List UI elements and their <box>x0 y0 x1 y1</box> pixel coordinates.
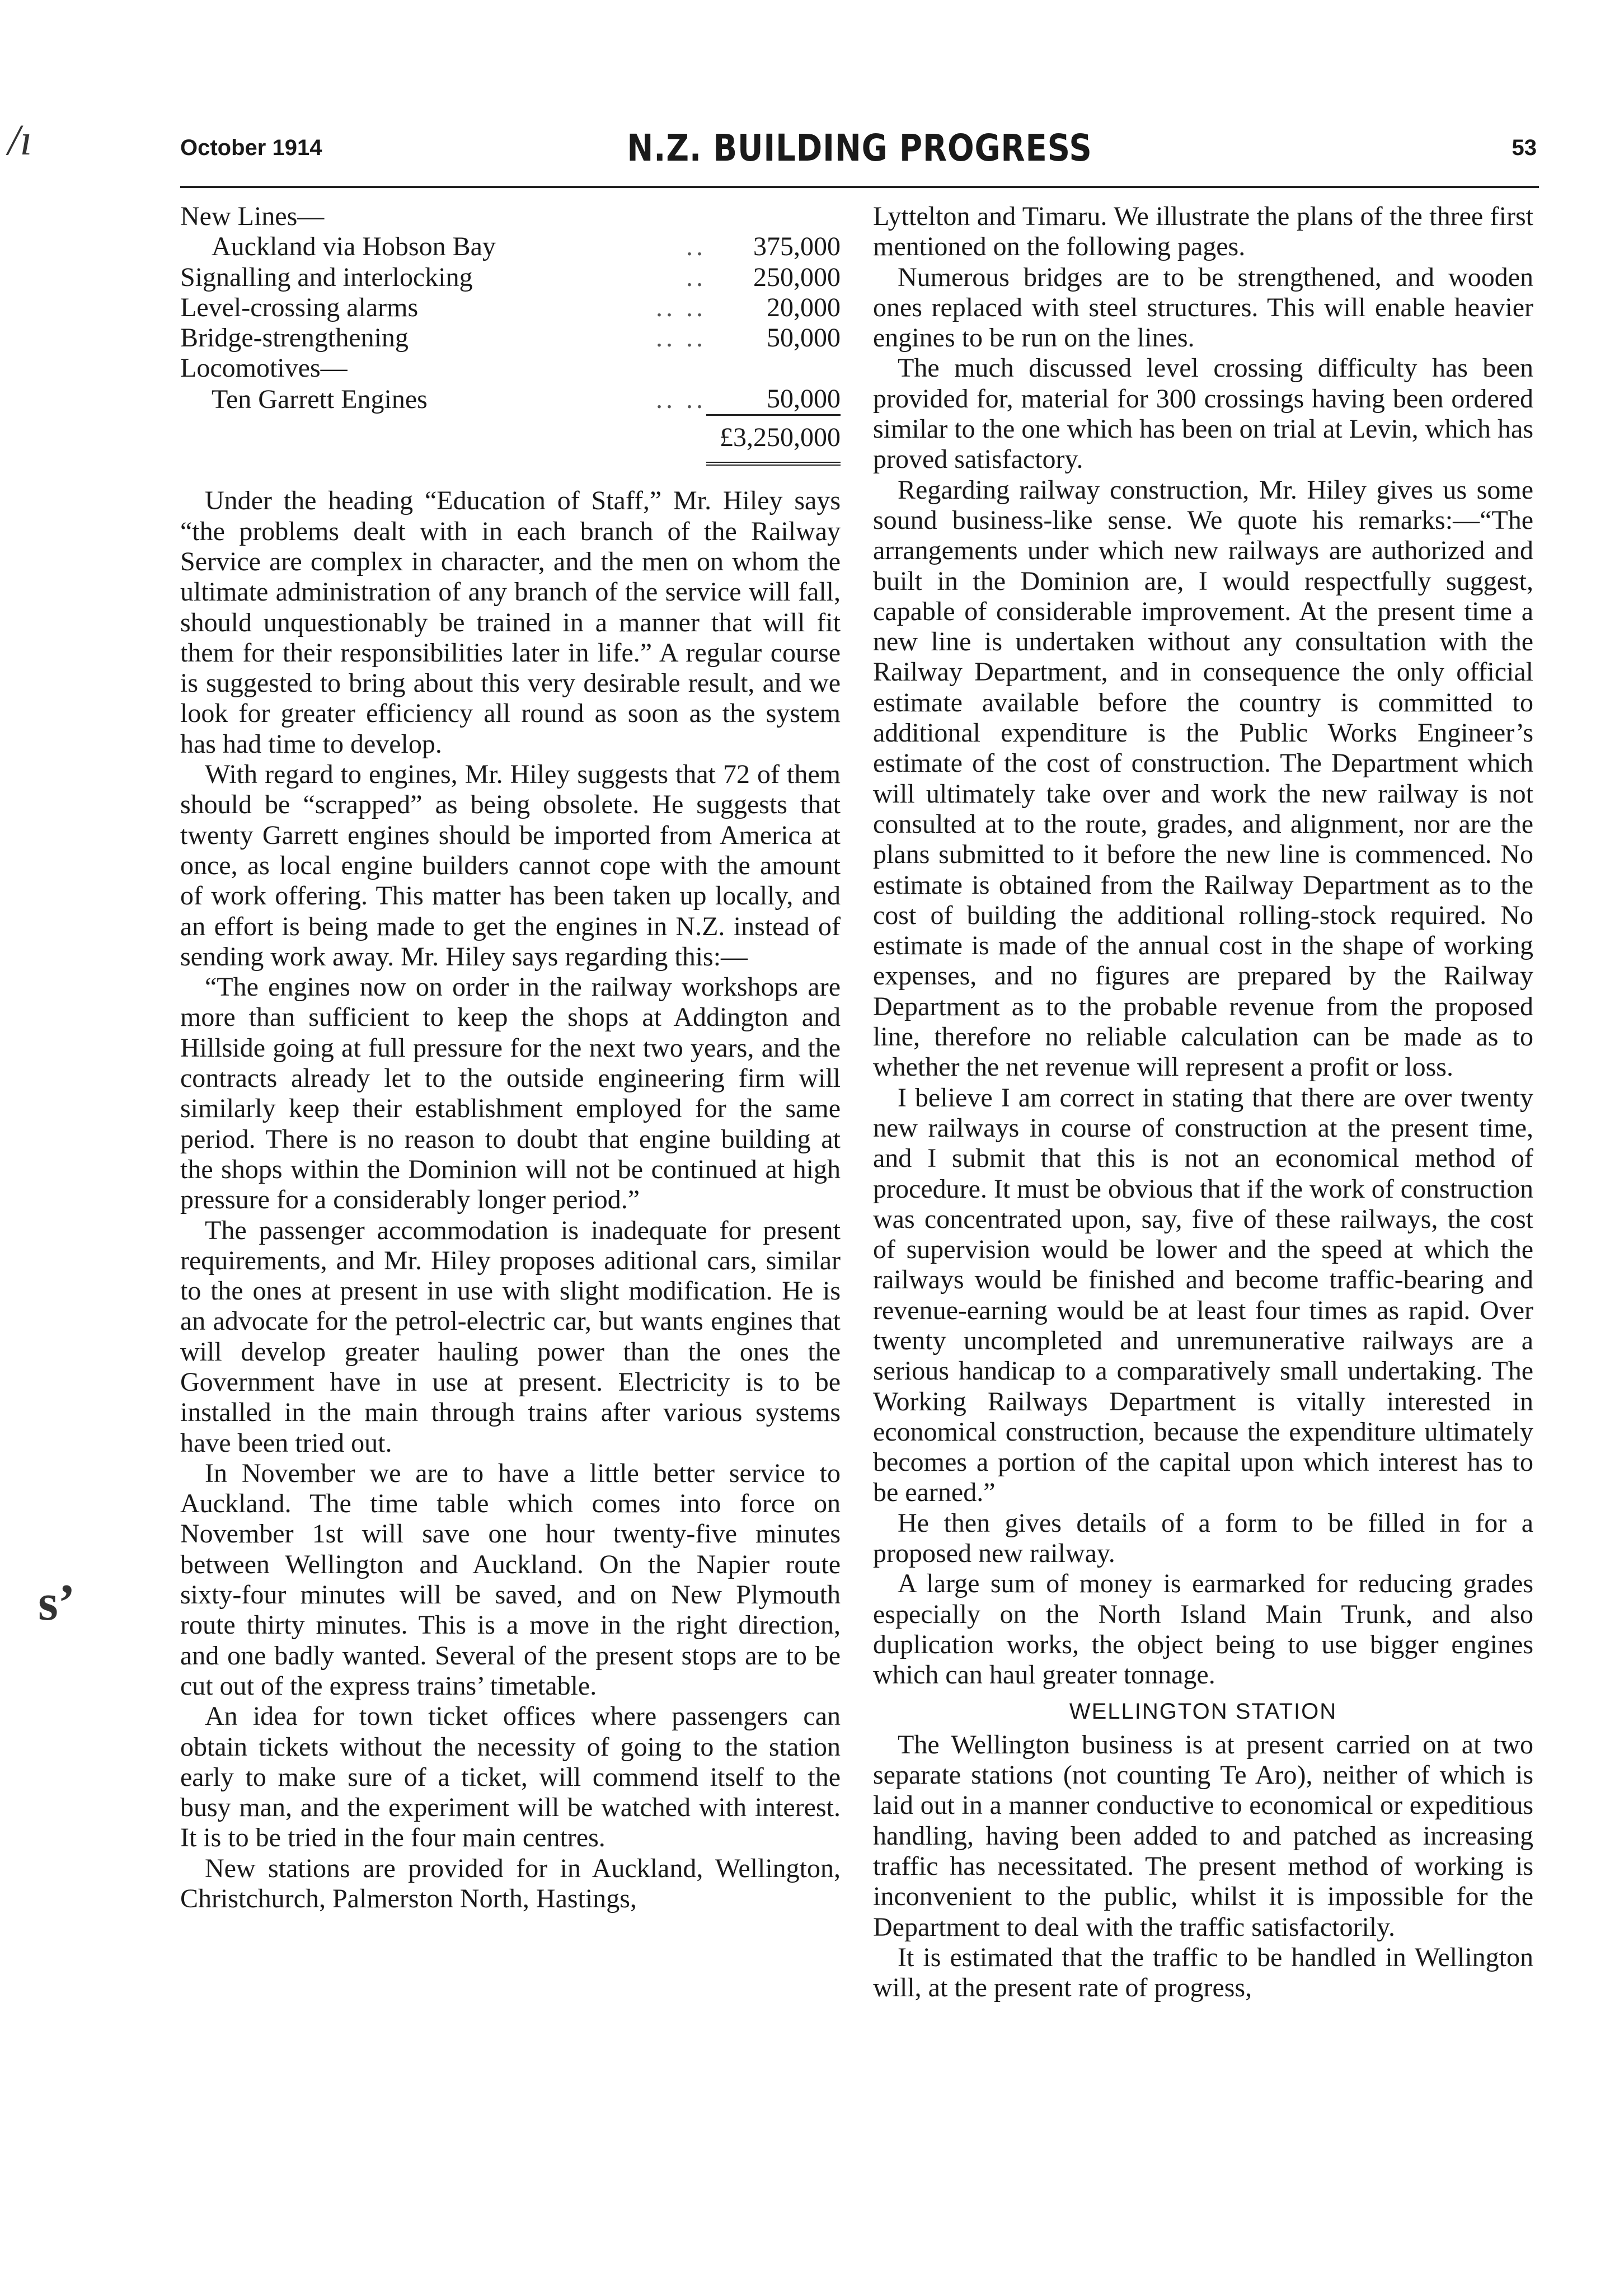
body-paragraph: The much discussed level crossing difficulty has been provided for, material for 300 crossings having been ordered similar to the one which has been on trial at Levin, which has proved satisfactory. <box>873 353 1533 475</box>
cost-total: £3,250,000 <box>706 416 841 464</box>
cost-item-label: Locomotives— <box>180 353 348 383</box>
cost-item-label: Bridge-strengthening <box>180 323 409 353</box>
cost-item-amount: 375,000 <box>753 232 841 262</box>
table-row <box>180 353 841 383</box>
body-paragraph: I believe I am correct in stating that there are over twenty new railways in course of construction at the present time, and I submit that this is not an economical method of procedure. It must be obvious that if the work of construction was concentrated upon, say, five of these railways, the cost of supervision would be lower and the speed at which the railways would be finished and become traffic-bearing and revenue-earning would be at least four times as rapid. Over twenty uncompleted and unremunerative railways are a serious handicap to a comparatively small undertaking. The Working Railways Department is vitally interested in economical construction, because the expenditure ultimately becomes a portion of the capital upon which interest has to be earned.” <box>873 1082 1533 1508</box>
right-column <box>873 201 1533 2004</box>
leader-dots: .. .. <box>656 292 706 322</box>
leader-dots <box>617 201 706 232</box>
table-row <box>180 323 841 353</box>
section-heading: WELLINGTON STATION <box>1069 1699 1337 1724</box>
body-paragraph: A large sum of money is earmarked for reducing grades especially on the North Island Main Trunk, and also duplication works, the object being to use bigger engines which can haul greater tonnage. <box>873 1569 1533 1690</box>
body-paragraph: It is estimated that the traffic to be handled in Wellington will, at the present rate of progress, <box>873 1942 1533 2003</box>
cost-item-amount: 20,000 <box>767 292 841 322</box>
body-paragraph: The passenger accommodation is inadequate for present requirements, and Mr. Hiley proposes aditional cars, similar to the ones at present in use with slight modification. He is an advocate for the petrol-electric car, but wants engines that will develop greater hauling power than the ones the Government have in use at present. Electricity is to be installed in the main through trains after various systems have been tried out. <box>180 1215 841 1458</box>
table-row <box>180 232 841 262</box>
cost-item-amount: 50,000 <box>767 323 841 353</box>
margin-pencil-mark: /ı <box>8 115 32 164</box>
quoted-paragraph: “The engines now on order in the railway workshops are more than sufficient to keep the shops at Addington and Hillside going at full pressure for the next two years, and the contracts already let to the outside engineering firm will similarly keep their establishment employed for the same period. There is no reason to doubt that engine building at the shops within the Dominion will not be continued at high pressure for a considerably longer period.” <box>180 972 841 1215</box>
table-row <box>180 384 841 415</box>
leader-dots: .. <box>686 232 706 262</box>
margin-pencil-mark: ѕʼ <box>38 1574 76 1631</box>
cost-item-label: New Lines— <box>180 201 325 231</box>
body-paragraph: Under the heading “Education of Staff,” Mr. Hiley says “the problems dealt with in each branch of the Railway Service are complex in character, and the men on whom the ultimate administration of any branch of the service will fall, should unquestionably be trained in a manner that will fit them for their responsibilities later in life.” A regular course is suggested to bring about this very desirable result, and we look for greater efficiency all round as soon as the system has had time to develop. <box>180 486 841 759</box>
body-paragraph: Lyttelton and Timaru. We illustrate the plans of the three first mentioned on the following pages. <box>873 201 1533 262</box>
cost-item-amount: 50,000 <box>767 383 841 414</box>
page-number: 53 <box>1512 135 1537 160</box>
cost-item-label: Auckland via Hobson Bay <box>212 232 496 262</box>
body-paragraph: He then gives details of a form to be filled in for a proposed new railway. <box>873 1508 1533 1569</box>
costs-table <box>180 201 841 466</box>
leader-dots: .. .. <box>656 323 706 353</box>
leader-dots <box>617 353 706 383</box>
table-row <box>180 201 841 232</box>
cost-item-amount: 250,000 <box>753 262 841 292</box>
page-header <box>180 124 1539 188</box>
issue-date: October 1914 <box>180 135 322 160</box>
cost-item-label: Level-crossing alarms <box>180 292 419 322</box>
cost-item-label: Signalling and interlocking <box>180 262 473 292</box>
body-paragraph: Regarding railway construction, Mr. Hiley gives us some sound business-like sense. We quote his remarks:—“The arrangements under which new railways are authorized and built in the Dominion are, I would respectfully suggest, capable of considerable improvement. At the present time a new line is undertaken without any consultation with the Railway Department, and in consequence the only official estimate available before the country is committed to additional expenditure is the Public Works Engineer’s estimate of the cost of construction. The Department which will ultimately take over and work the new railway is not consulted at to the route, grades, and alignment, nor are the plans submitted to it before the new line is commenced. No estimate is obtained from the Railway Department as to the cost of building the additional rolling-stock required. No estimate is made of the annual cost in the shape of working expenses, and no figures are prepared by the Railway Department as to the probable revenue from the proposed line, therefore no reliable calculation can be made as to whether the net revenue will represent a profit or loss. <box>873 475 1533 1082</box>
cost-item-label: Ten Garrett Engines <box>212 384 428 415</box>
body-paragraph: The Wellington business is at present carried on at two separate stations (not counting Te Aro), neither of which is laid out in a manner conductive to economical or expeditious handling, having been added to and patched as increasing traffic has necessitated. The present method of working is inconvenient to the public, whilst it is impossible for the Department to deal with the traffic satisfactorily. <box>873 1729 1533 1942</box>
left-column <box>180 201 841 1914</box>
cost-item-amount <box>706 201 841 232</box>
leader-dots: .. <box>686 262 706 292</box>
publication-title: N.Z. BUILDING PROGRESS <box>627 126 1092 170</box>
body-paragraph: An idea for town ticket offices where passengers can obtain tickets without the necessity of going to the station early to make sure of a ticket, will commend itself to the busy man, and the experiment will be watched with interest. It is to be tried in the four main centres. <box>180 1701 841 1853</box>
total-row <box>180 416 841 464</box>
table-row <box>180 293 841 323</box>
cost-item-amount <box>706 353 841 383</box>
table-row <box>180 262 841 293</box>
body-paragraph: Numerous bridges are to be strengthened, and wooden ones replaced with steel structures. This will enable heavier engines to be run on the lines. <box>873 262 1533 353</box>
body-paragraph: With regard to engines, Mr. Hiley suggests that 72 of them should be “scrapped” as being obsolete. He suggests that twenty Garrett engines should be imported from America at once, as local engine builders cannot cope with the amount of work offering. This matter has been taken up locally, and an effort is being made to get the engines in N.Z. instead of sending work away. Mr. Hiley says regarding this:— <box>180 759 841 972</box>
body-paragraph: New stations are provided for in Auckland, Wellington, Christchurch, Palmerston North, Hastings, <box>180 1853 841 1914</box>
body-paragraph: In November we are to have a little better service to Auckland. The time table which comes into force on November 1st will save one hour twenty-five minutes between Wellington and Auckland. On the Napier route sixty-four minutes will be saved, and on New Plymouth route thirty minutes. This is a move in the right direction, and one badly wanted. Several of the present stops are to be cut out of the express trains’ timetable. <box>180 1458 841 1701</box>
leader-dots: .. .. <box>656 384 706 415</box>
